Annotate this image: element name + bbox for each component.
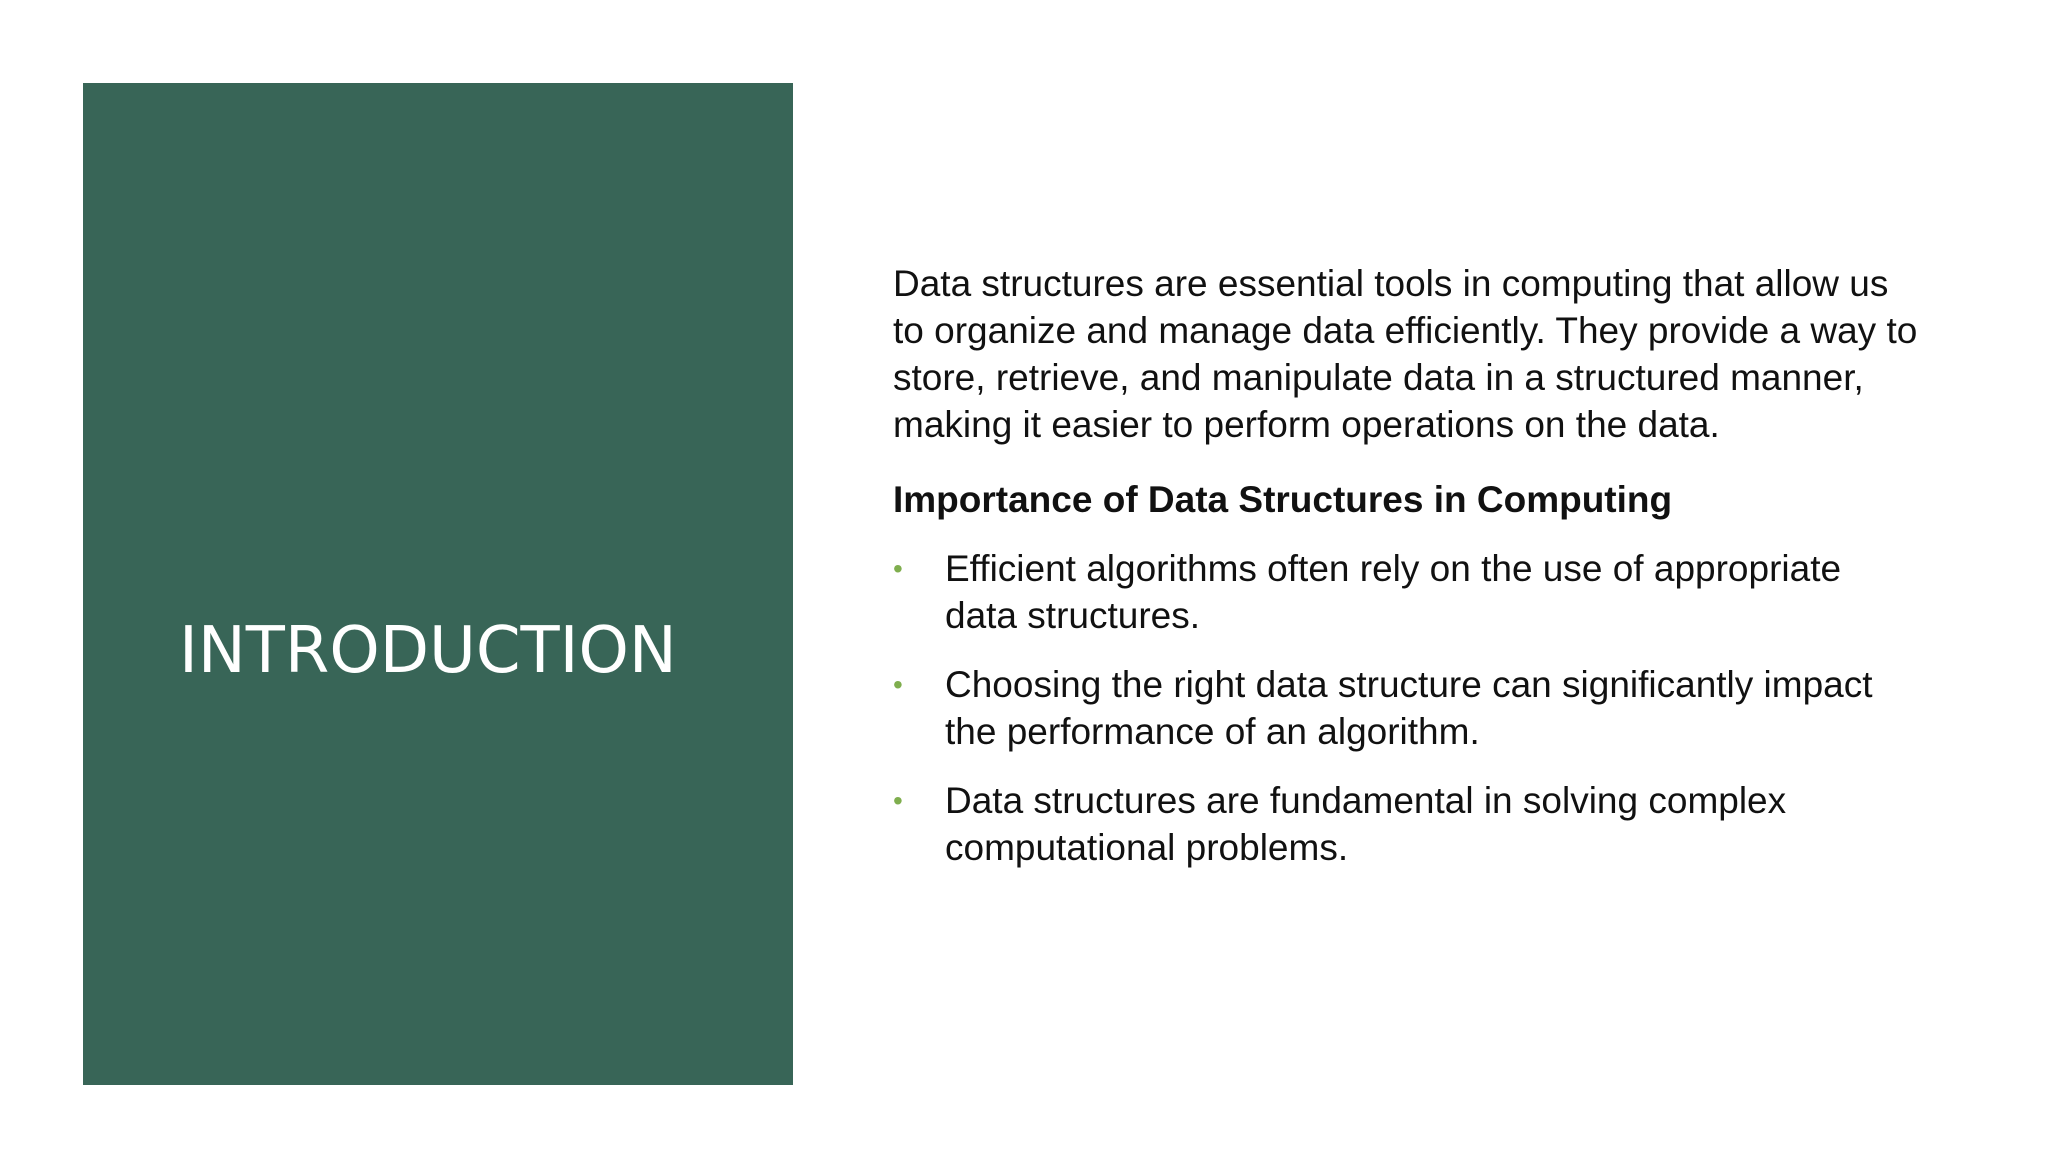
title-panel	[83, 83, 793, 1085]
bullet-dot-icon: •	[893, 553, 903, 584]
bullet-list	[893, 545, 1923, 871]
bullet-text: Choosing the right data structure can significantly impact the performance of an algorithm.	[945, 664, 1873, 752]
bullet-item	[893, 661, 1923, 755]
bullet-text: Efficient algorithms often rely on the use of appropriate data structures.	[945, 548, 1842, 636]
slide-title: INTRODUCTION	[179, 614, 677, 688]
intro-paragraph: Data structures are essential tools in computing that allow us to organize and manage data efficiently. They provide a way to store, retrieve, and manipulate data in a structured manner, making it easier to perform operations on the data.	[893, 263, 1918, 445]
bullet-dot-icon: •	[893, 669, 903, 700]
bullet-text: Data structures are fundamental in solving complex computational problems.	[945, 780, 1787, 868]
content-area	[893, 260, 1923, 893]
bullet-dot-icon: •	[893, 785, 903, 816]
section-subheading: Importance of Data Structures in Computing	[893, 479, 1673, 520]
bullet-item	[893, 777, 1923, 871]
bullet-item	[893, 545, 1923, 639]
